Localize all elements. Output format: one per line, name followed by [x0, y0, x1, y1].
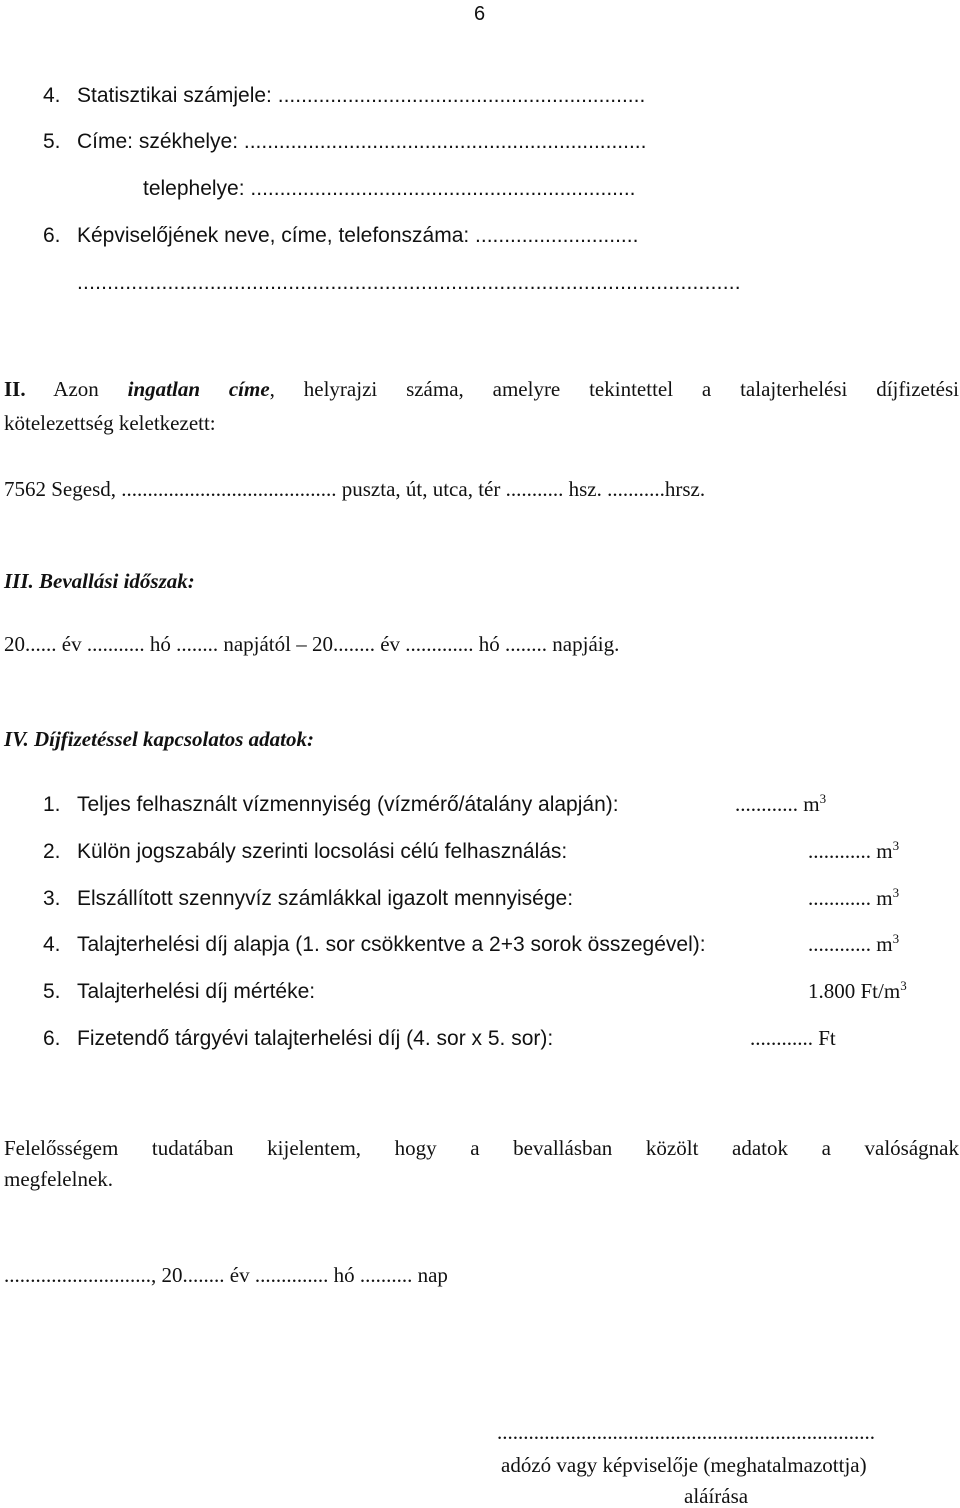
- row-number: 4.: [43, 933, 61, 956]
- row-value: 1.800 $Ft/m^3$: [808, 978, 907, 1003]
- signature-caption-2: aláírása: [684, 1484, 749, 1508]
- section-ii-line2: kötelezettség keletkezett:: [4, 411, 216, 435]
- row-number: 1.: [43, 793, 61, 816]
- signature-line: ........................................................................: [497, 1420, 875, 1444]
- statisztikai-szamjel-field: Statisztikai számjele: ...............................................................: [77, 84, 646, 107]
- section-iv-heading: IV. Díjfizetéssel kapcsolatos adatok:: [4, 727, 314, 751]
- row-label: Fizetendő tárgyévi talajterhelési díj (4. sor x 5. sor):: [77, 1027, 554, 1050]
- section-ii-text-c: , helyrajzi száma, amelyre tekintettel a talajterhelési díjfizetési: [269, 377, 959, 401]
- row-value: ............ $m^3$: [735, 791, 827, 816]
- row-value: ............ $m^3$: [808, 931, 900, 956]
- page-number: 6: [474, 3, 486, 25]
- section-iii-heading: III. Bevallási időszak:: [4, 569, 195, 593]
- kepviselo-continuation-field: ..............................................................................................................: [77, 271, 741, 294]
- section-ii-text-a: Azon: [53, 377, 99, 401]
- section-ii-roman: II.: [4, 377, 26, 401]
- item-number: 4.: [43, 84, 61, 107]
- row-label: Talajterhelési díj alapja (1. sor csökkentve a 2+3 sorok összegével):: [77, 933, 706, 956]
- telephely-field: telephelye: ..................................................................: [143, 177, 636, 200]
- row-label: Elszállított szennyvíz számlákkal igazolt mennyisége:: [77, 887, 574, 910]
- kepviselo-field: Képviselőjének neve, címe, telefonszáma: ............................: [77, 224, 639, 247]
- row-value: ............ $m^3$: [808, 885, 900, 910]
- period-field: 20...... év ........... hó ........ napjától – 20........ év ............. hó ........ napjáig.: [4, 632, 620, 656]
- row-number: 3.: [43, 887, 61, 910]
- row-number: 2.: [43, 840, 61, 863]
- section-ii-emphasis: ingatlan címe: [127, 377, 270, 401]
- row-value: ............ $m^3$: [808, 838, 900, 863]
- row-label: Talajterhelési díj mértéke:: [77, 980, 316, 1003]
- item-number: 6.: [43, 224, 61, 247]
- declaration-line2: megfelelnek.: [4, 1167, 114, 1191]
- szekhely-field: Címe: székhelye: .....................................................................: [77, 130, 647, 153]
- row-label: Külön jogszabály szerinti locsolási célú felhasználás:: [77, 840, 568, 863]
- section-ii-line1: [4, 379, 959, 400]
- row-number: 5.: [43, 980, 61, 1003]
- date-field: ............................, 20........ év .............. hó .......... nap: [4, 1263, 448, 1287]
- item-number: 5.: [43, 130, 61, 153]
- signature-caption: adózó vagy képviselője (meghatalmazottja): [501, 1453, 867, 1477]
- row-number: 6.: [43, 1027, 61, 1050]
- row-label: Teljes felhasznált vízmennyiség (vízmérő/átalány alapján):: [77, 793, 619, 816]
- declaration-line1: Felelősségem tudatában kijelentem, hogy a bevallásban közölt adatok a valóságnak: [4, 1136, 959, 1160]
- address-field: 7562 Segesd, ......................................... puszta, út, utca, tér ........... hsz. ...........hrsz.: [4, 477, 706, 501]
- row-value: ............ Ft: [750, 1026, 836, 1050]
